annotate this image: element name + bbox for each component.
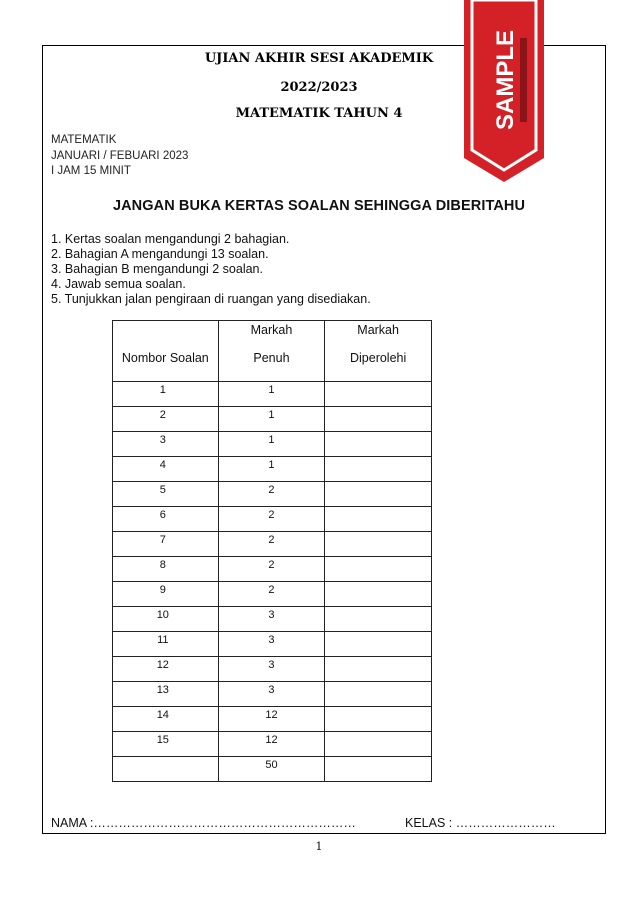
header-marks-obtained — [325, 321, 432, 382]
table-row — [113, 657, 432, 682]
instruction-item: 2. Bahagian A mengandungi 13 soalan. — [51, 247, 269, 261]
exam-session: 2022/2023 — [280, 80, 358, 95]
question-number-cell — [113, 432, 219, 457]
table-row — [113, 507, 432, 532]
question-number-cell-value: 12 — [156, 659, 169, 671]
marks-obtained-cell-value — [325, 532, 431, 534]
full-marks-cell-value: 2 — [268, 584, 275, 596]
question-number-cell — [113, 732, 219, 757]
marks-obtained-cell — [325, 682, 432, 707]
marks-obtained-cell — [325, 607, 432, 632]
question-number-cell-value: 14 — [156, 709, 169, 721]
question-number-cell — [113, 757, 219, 782]
table-row — [113, 457, 432, 482]
question-number-cell — [113, 482, 219, 507]
marks-obtained-cell — [325, 382, 432, 407]
marks-obtained-cell-value — [325, 382, 431, 384]
full-marks-cell — [218, 582, 325, 607]
full-marks-cell-value: 2 — [268, 509, 275, 521]
marks-obtained-cell — [325, 457, 432, 482]
marks-obtained-cell-value — [325, 407, 431, 409]
full-marks-cell-value: 3 — [268, 659, 275, 671]
question-number-cell-value: 15 — [156, 734, 169, 746]
full-marks-cell — [218, 657, 325, 682]
marks-obtained-cell-value — [325, 457, 431, 459]
meta-duration: I JAM 15 MINIT — [51, 165, 131, 177]
table-row — [113, 607, 432, 632]
full-marks-cell — [218, 532, 325, 557]
marks-obtained-cell-value — [325, 482, 431, 484]
header-question-number-label: Nombor Soalan — [121, 351, 209, 365]
marks-obtained-cell — [325, 432, 432, 457]
marks-obtained-cell — [325, 732, 432, 757]
meta-subject: MATEMATIK — [51, 134, 117, 146]
table-row — [113, 382, 432, 407]
full-marks-cell-value: 12 — [265, 709, 278, 721]
question-number-cell — [113, 582, 219, 607]
table-row — [113, 757, 432, 782]
question-number-cell-value — [108, 757, 218, 759]
marks-obtained-cell — [325, 407, 432, 432]
class-field: KELAS : …………………… — [405, 816, 556, 830]
full-marks-cell-value: 2 — [268, 559, 275, 571]
question-number-cell — [113, 682, 219, 707]
header-marks-obtained-line2: Diperolehi — [349, 351, 407, 365]
table-row — [113, 682, 432, 707]
table-row — [113, 407, 432, 432]
question-number-cell-value: 7 — [159, 534, 166, 546]
full-marks-cell-value: 1 — [268, 409, 275, 421]
instructions-list — [51, 232, 371, 307]
marks-obtained-cell-value — [325, 507, 431, 509]
full-marks-cell-value: 3 — [268, 684, 275, 696]
question-number-cell — [113, 507, 219, 532]
table-row — [113, 582, 432, 607]
marks-obtained-cell — [325, 657, 432, 682]
question-number-cell-value: 10 — [156, 609, 169, 621]
question-number-cell-value: 8 — [159, 559, 166, 571]
exam-subject-title: MATEMATIK TAHUN 4 — [235, 106, 403, 121]
marks-obtained-cell — [325, 757, 432, 782]
sample-watermark-ribbon — [462, 0, 546, 182]
question-number-cell-value: 13 — [156, 684, 169, 696]
header-full-marks-line1: Markah — [250, 323, 293, 337]
watermark-text: SAMPLE — [492, 29, 519, 131]
question-number-cell-value: 1 — [159, 384, 166, 396]
instruction-item: 4. Jawab semua soalan. — [51, 277, 186, 291]
marks-obtained-cell-value — [325, 632, 431, 634]
marks-table — [112, 320, 432, 782]
table-row — [113, 732, 432, 757]
full-marks-cell-value: 2 — [268, 534, 275, 546]
marks-obtained-cell-value — [325, 582, 431, 584]
full-marks-cell — [218, 432, 325, 457]
instruction-item: 3. Bahagian B mengandungi 2 soalan. — [51, 262, 263, 276]
instruction-item: 5. Tunjukkan jalan pengiraan di ruangan yang disediakan. — [51, 292, 371, 306]
question-number-cell — [113, 557, 219, 582]
full-marks-cell-value: 3 — [268, 609, 275, 621]
marks-obtained-cell-value — [325, 607, 431, 609]
full-marks-cell-value: 50 — [265, 759, 278, 771]
watermark-strip — [520, 38, 527, 122]
marks-obtained-cell — [325, 582, 432, 607]
marks-obtained-cell-value — [325, 707, 431, 709]
full-marks-cell — [218, 632, 325, 657]
question-number-cell-value: 4 — [159, 459, 166, 471]
marks-obtained-cell-value — [325, 557, 431, 559]
question-number-cell-value: 3 — [159, 434, 166, 446]
full-marks-cell — [218, 507, 325, 532]
marks-obtained-cell-value — [325, 682, 431, 684]
header-marks-obtained-line1: Markah — [357, 323, 399, 337]
marks-obtained-cell-value — [325, 657, 431, 659]
marks-obtained-cell-value — [325, 757, 431, 759]
warning-heading: JANGAN BUKA KERTAS SOALAN SEHINGGA DIBERITAHU — [112, 198, 526, 214]
name-field: NAMA :……………………………………………………… — [51, 816, 356, 830]
table-row — [113, 632, 432, 657]
full-marks-cell — [218, 757, 325, 782]
full-marks-cell-value: 1 — [268, 434, 275, 446]
marks-obtained-cell — [325, 632, 432, 657]
full-marks-cell-value: 1 — [268, 384, 275, 396]
table-row — [113, 557, 432, 582]
question-number-cell-value: 2 — [159, 409, 166, 421]
header-full-marks-line2: Penuh — [253, 351, 290, 365]
full-marks-cell — [218, 407, 325, 432]
header-full-marks — [218, 321, 325, 382]
question-number-cell — [113, 657, 219, 682]
marks-obtained-cell — [325, 507, 432, 532]
full-marks-cell — [218, 382, 325, 407]
meta-date: JANUARI / FEBUARI 2023 — [51, 150, 189, 162]
question-number-cell — [113, 457, 219, 482]
question-number-cell — [113, 382, 219, 407]
question-number-cell-value: 5 — [159, 484, 166, 496]
full-marks-cell — [218, 557, 325, 582]
question-number-cell — [113, 632, 219, 657]
table-header-row — [113, 321, 432, 382]
table-row — [113, 432, 432, 457]
question-number-cell-value: 6 — [159, 509, 166, 521]
page-number: 1 — [315, 840, 323, 853]
full-marks-cell — [218, 482, 325, 507]
exam-title: UJIAN AKHIR SESI AKADEMIK — [204, 51, 434, 66]
question-number-cell-value: 11 — [157, 634, 169, 646]
question-number-cell — [113, 707, 219, 732]
marks-obtained-cell — [325, 532, 432, 557]
question-number-cell — [113, 532, 219, 557]
full-marks-cell-value: 3 — [268, 634, 275, 646]
question-number-cell — [113, 607, 219, 632]
question-number-cell — [113, 407, 219, 432]
question-number-cell-value: 9 — [159, 584, 166, 596]
full-marks-cell-value: 12 — [265, 734, 278, 746]
table-row — [113, 532, 432, 557]
table-row — [113, 482, 432, 507]
marks-obtained-cell-value — [325, 732, 431, 734]
marks-obtained-cell — [325, 482, 432, 507]
marks-obtained-cell-value — [325, 432, 431, 434]
full-marks-cell-value: 2 — [268, 484, 275, 496]
instruction-item: 1. Kertas soalan mengandungi 2 bahagian. — [51, 232, 290, 246]
full-marks-cell-value: 1 — [268, 459, 275, 471]
full-marks-cell — [218, 732, 325, 757]
marks-obtained-cell — [325, 707, 432, 732]
marks-obtained-cell — [325, 557, 432, 582]
header-question-number — [113, 321, 219, 382]
table-row — [113, 707, 432, 732]
full-marks-cell — [218, 607, 325, 632]
full-marks-cell — [218, 707, 325, 732]
full-marks-cell — [218, 457, 325, 482]
full-marks-cell — [218, 682, 325, 707]
